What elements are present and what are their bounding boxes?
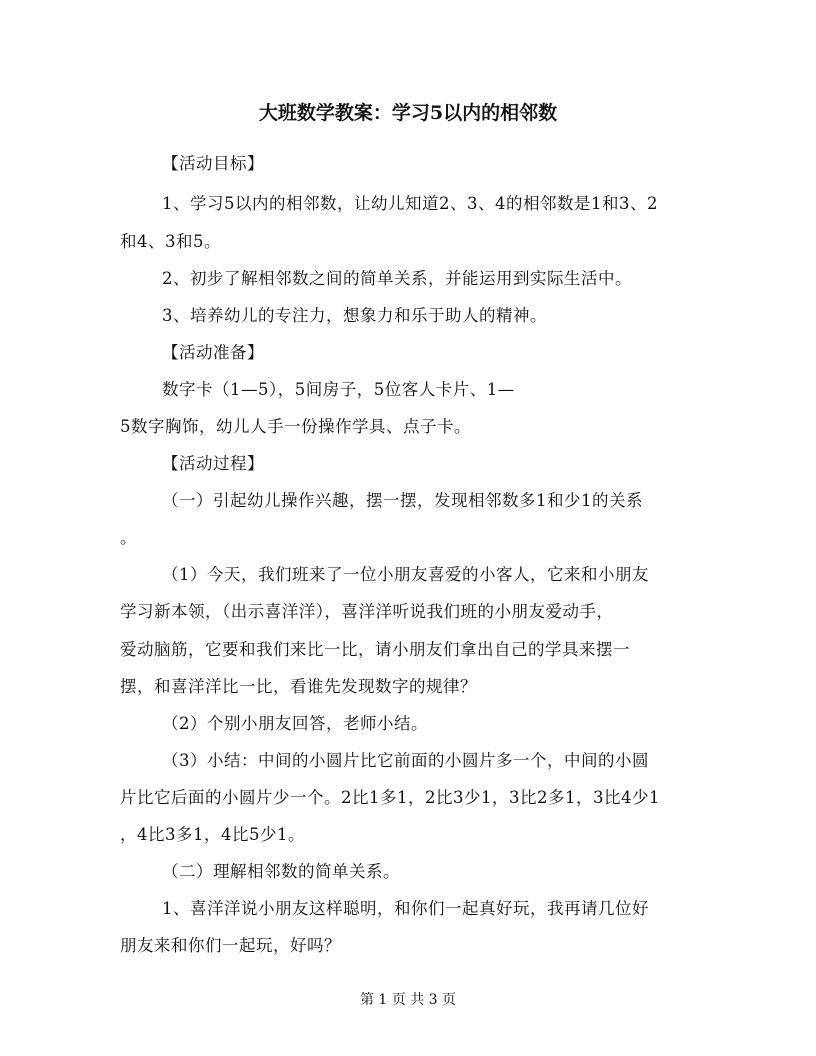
paragraph-line: 和4、3和5。 bbox=[120, 232, 221, 251]
paragraph-line: （2）个别小朋友回答，老师小结。 bbox=[162, 714, 428, 733]
paragraph-line: 摆，和喜洋洋比一比，看谁先发现数字的规律？ bbox=[120, 677, 477, 696]
paragraph-line: （一）引起幼儿操作兴趣，摆一摆，发现相邻数多1和少1的关系 bbox=[162, 491, 643, 510]
paragraph-line: 学习新本领，（出示喜洋洋），喜洋洋听说我们班的小朋友爱动手， bbox=[120, 602, 614, 621]
document-title: 大班数学教案：学习5以内的相邻数 bbox=[258, 102, 558, 124]
section-heading-process: 【活动过程】 bbox=[162, 454, 264, 473]
paragraph-line: 朋友来和你们一起玩，好吗？ bbox=[120, 936, 341, 955]
paragraph-line: 1、喜洋洋说小朋友这样聪明，和你们一起真好玩，我再请几位好 bbox=[162, 899, 649, 918]
paragraph-line: ，4比3多1，4比5少1。 bbox=[120, 825, 305, 844]
paragraph-line: 爱动脑筋，它要和我们来比一比，请小朋友们拿出自己的学具来摆一 bbox=[120, 640, 630, 659]
paragraph-line: 数字卡（1—5），5间房子，5位客人卡片、1— bbox=[162, 380, 515, 399]
paragraph-line: 1、学习5以内的相邻数，让幼儿知道2、3、4的相邻数是1和3、2 bbox=[162, 194, 658, 213]
section-heading-preparation: 【活动准备】 bbox=[162, 343, 264, 362]
paragraph-line: 5数字胸饰，幼儿人手一份操作学具、点子卡。 bbox=[120, 417, 471, 436]
page-number-footer: 第 1 页 共 3 页 bbox=[359, 992, 457, 1008]
paragraph-line: （3）小结：中间的小圆片比它前面的小圆片多一个，中间的小圆 bbox=[162, 751, 649, 770]
paragraph-line: 3、培养幼儿的专注力，想象力和乐于助人的精神。 bbox=[162, 306, 547, 325]
section-heading-goals: 【活动目标】 bbox=[162, 154, 264, 173]
paragraph-line: （1）今天，我们班来了一位小朋友喜爱的小客人，它来和小朋友 bbox=[162, 565, 649, 584]
paragraph-line: （二）理解相邻数的简单关系。 bbox=[162, 862, 400, 881]
paragraph-line: 片比它后面的小圆片少一个。2比1多1，2比3少1，3比2多1，3比4少1 bbox=[120, 788, 660, 807]
paragraph-line: 。 bbox=[120, 528, 137, 547]
paragraph-line: 2、初步了解相邻数之间的简单关系，并能运用到实际生活中。 bbox=[162, 269, 632, 288]
